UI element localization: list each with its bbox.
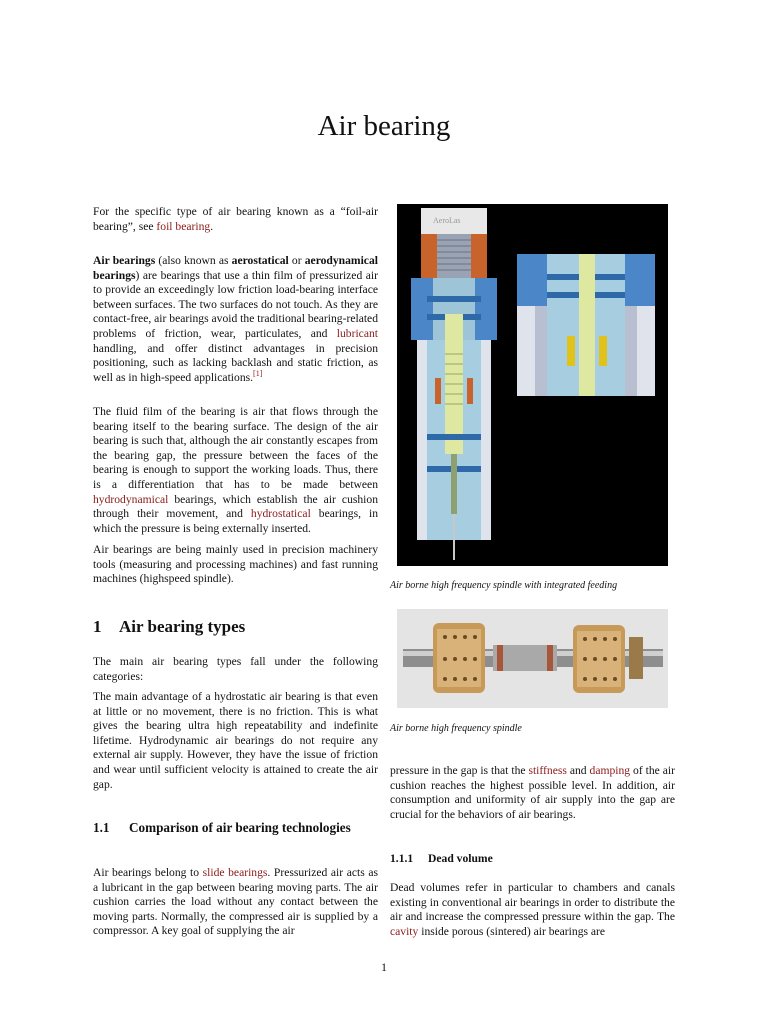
section-1-1-heading: 1.1 Comparison of air bearing technologies	[93, 820, 351, 835]
figure-1-caption: Air borne high frequency spindle with integrated feeding	[390, 580, 618, 591]
cavity-link[interactable]: cavity	[390, 924, 419, 938]
slide-bearings-link[interactable]: slide bearings	[202, 866, 268, 879]
section-1-1-1-heading: 1.1.1 Dead volume	[390, 852, 493, 865]
foil-bearing-link[interactable]: foil bearing	[156, 219, 211, 233]
page-number: 1	[381, 960, 387, 974]
intro-paragraph-3: Air bearings are being mainly used in precision machinery tools (measuring and processing machines) and fast running machines (highspeed spindle).	[93, 543, 378, 586]
hatnote: For the specific type of air bearing known as a “foil-air bearing”, see foil bearing.	[93, 205, 378, 233]
right-paragraph-1: pressure in the gap is that the stiffness and damping of the air cushion reaches the highest possible level. In addition, air consumption and uniformity of air supply into the gap are crucial for the behaviors of air bearings.	[390, 764, 675, 821]
section-1-heading: 1 Air bearing types	[93, 617, 246, 636]
comparison-paragraph-1: Air bearings belong to slide bearings. Pressurized air acts as a lubricant in the gap between bearing moving parts. The air cushion carries the load without any contact between the moving parts. Normally, the compressed air is supplied by a compressor. A key goal of supplying the air	[93, 866, 378, 938]
page-title: Air bearing	[317, 110, 451, 142]
intro-paragraph-1: Air bearings (also known as aerostatical or aerodynamical bearings) are bearings that use a thin film of pressurized air to provide an exceedingly low friction load-bearing interface between surfaces. The two surfaces do not touch. As they are contact-free, air bearings avoid the traditional bearing-related problems of friction, wear, particulates, and lubricant handling, and offer distinct advantages in precision positioning, such as lacking backlash and static friction, as well as in high-speed applications.[1]	[93, 254, 378, 384]
lubricant-link[interactable]: lubricant	[336, 326, 378, 340]
aerolas-logo: AeroLas	[433, 216, 461, 225]
stiffness-link[interactable]: stiffness	[528, 764, 567, 777]
reference-1-link[interactable]: [1]	[253, 368, 263, 378]
spindle-tool-tip	[453, 514, 455, 560]
figure-spindle-integrated-feeding	[397, 204, 668, 566]
spindle-cutaway-illustration	[397, 204, 668, 566]
spindle-photo-illustration	[397, 609, 668, 708]
hydrodynamical-link[interactable]: hydrodynamical	[93, 492, 169, 506]
types-paragraph-2: The main advantage of a hydrostatic air bearing is that even at little or no movement, there is no friction. This is what gives the bearing ultra high repeatability and indefinite lifetime. Hydrodynamic air bearings do not require any external air supply. However, they have the issue of friction and wear until sufficient velocity is attained to create the air gap.	[93, 690, 378, 791]
dead-volume-paragraph: Dead volumes refer in particular to chambers and canals existing in conventional air bearings in order to distribute the air and increase the compressed pressure within the gap. The cavity inside porous (sintered) air bearings are	[390, 881, 675, 938]
figure-spindle-photo	[397, 609, 668, 708]
damping-link[interactable]: damping	[589, 764, 631, 777]
hydrostatical-link[interactable]: hydrostatical	[250, 507, 311, 521]
types-paragraph-1: The main air bearing types fall under the following categories:	[93, 655, 378, 683]
figure-2-caption: Air borne high frequency spindle	[390, 723, 522, 734]
intro-paragraph-2: The fluid film of the bearing is air that flows through the bearing itself to the bearing surface. The design of the air bearing is such that, although the air constantly escapes from the bearing gap, the pressure between the faces of the bearing is enough to support the working loads. Thus, there is a differentiation that has to be made between hydrodynamical bearings, which establish the air cushion through their movement, and hydrostatical bearings, in which the pressure is being externally inserted.	[93, 405, 378, 535]
